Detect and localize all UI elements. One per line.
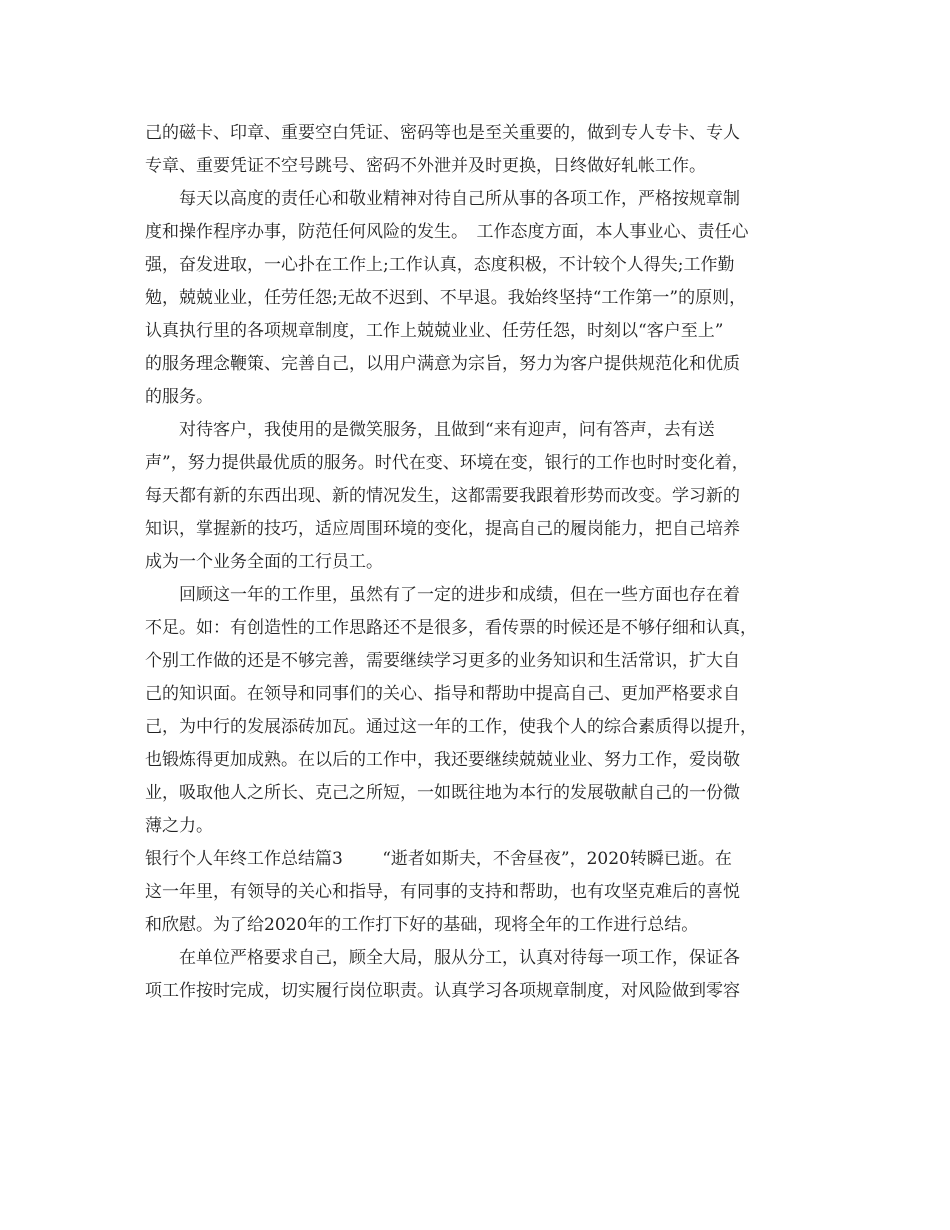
document-body [145, 117, 825, 1008]
text-line: 每天以高度的责任心和敬业精神对待自己所从事的各项工作，严格按规章制 [145, 189, 740, 209]
text-line: 和欣慰。为了给2020年的工作打下好的基础，现将全年的工作进行总结。 [145, 915, 699, 935]
text-line: 专章、重要凭证不空号跳号、密码不外泄并及时更换，日终做好轧帐工作。 [145, 156, 706, 176]
text-line: 勉，兢兢业业，任劳任怨;无故不迟到、不早退。我始终坚持“工作第一”的原则， [145, 288, 747, 308]
text-line: 对待客户，我使用的是微笑服务，且做到“来有迎声，问有答声，去有送 [145, 420, 715, 440]
text-line: 己的知识面。在领导和同事们的关心、指导和帮助中提高自己、更加严格要求自 [145, 684, 740, 704]
text-line: 的服务理念鞭策、完善自己，以用户满意为宗旨，努力为客户提供规范化和优质 [145, 354, 740, 374]
text-line: 不足。如：有创造性的工作思路还不是很多，看传票的时候还是不够仔细和认真， [145, 618, 757, 638]
text-line: 业，吸取他人之所长、克己之所短，一如既往地为本行的发展敬献自己的一份微 [145, 783, 740, 803]
text-line: 强，奋发进取，一心扑在工作上;工作认真，态度积极，不计较个人得失;工作勤 [145, 255, 735, 275]
text-line: 这一年里，有领导的关心和指导，有同事的支持和帮助，也有攻坚克难后的喜悦 [145, 882, 740, 902]
text-line: 度和操作程序办事，防范任何风险的发生。 工作态度方面，本人事业心、责任心 [145, 222, 749, 242]
text-line: 成为一个业务全面的工行员工。 [145, 552, 383, 572]
text-line: 在单位严格要求自己，顾全大局，服从分工，认真对待每一项工作，保证各 [145, 948, 740, 968]
text-line: 认真执行里的各项规章制度，工作上兢兢业业、任劳任怨，时刻以“客户至上” [145, 321, 724, 341]
text-line: 薄之力。 [145, 816, 213, 836]
text-line: 己的磁卡、印章、重要空白凭证、密码等也是至关重要的，做到专人专卡、专人 [145, 123, 740, 143]
text-line: 回顾这一年的工作里，虽然有了一定的进步和成绩，但在一些方面也存在着 [145, 585, 740, 605]
text-line: 声”，努力提供最优质的服务。时代在变、环境在变，银行的工作也时时变化着， [145, 453, 749, 473]
text-line: 知识，掌握新的技巧，适应周围环境的变化，提高自己的履岗能力，把自己培养 [145, 519, 740, 539]
text-line: 也锻炼得更加成熟。在以后的工作中，我还要继续兢兢业业、努力工作，爱岗敬 [145, 750, 740, 770]
text-line: 每天都有新的东西出现、新的情况发生，这都需要我跟着形势而改变。学习新的 [145, 486, 740, 506]
section-heading-line: 银行个人年终工作总结篇3 “逝者如斯夫，不舍昼夜”，2020转瞬已逝。在 [145, 849, 732, 869]
text-line: 个别工作做的还是不够完善，需要继续学习更多的业务知识和生活常识，扩大自 [145, 651, 740, 671]
text-line: 己，为中行的发展添砖加瓦。通过这一年的工作，使我个人的综合素质得以提升， [145, 717, 757, 737]
text-line: 项工作按时完成，切实履行岗位职责。认真学习各项规章制度，对风险做到零容 [145, 981, 740, 1001]
text-line: 的服务。 [145, 387, 213, 407]
